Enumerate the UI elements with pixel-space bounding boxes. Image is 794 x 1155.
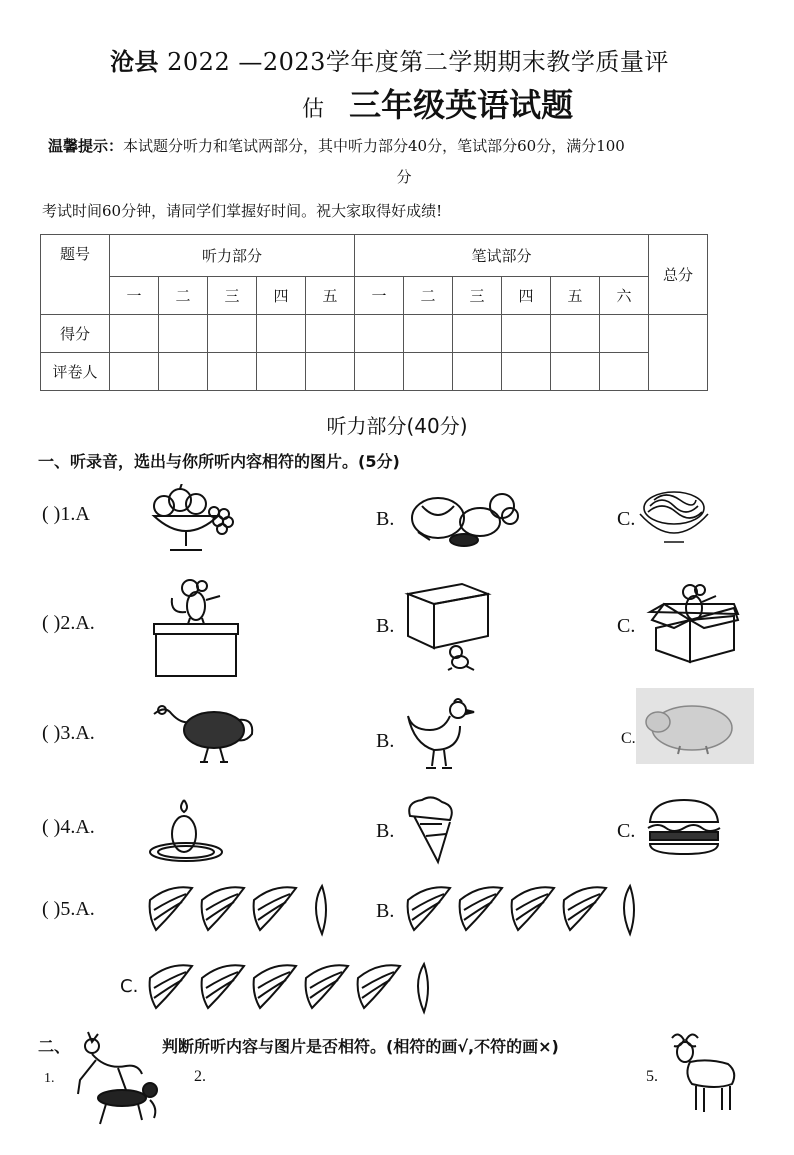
listening-item: 一: [110, 277, 159, 315]
grader-cell[interactable]: [110, 353, 159, 391]
noodles-bowl-picture: [636, 486, 712, 548]
row-grader-label: 评卷人: [41, 353, 110, 391]
grader-cell[interactable]: [355, 353, 404, 391]
q2-option-b-label: B.: [376, 615, 395, 637]
cat-and-dog-picture: [66, 1030, 166, 1126]
sheep-picture: [668, 1032, 742, 1116]
hen-picture: [404, 696, 476, 772]
bananas-picture-b: [404, 880, 648, 940]
part2-item-1-label: 1.: [44, 1071, 55, 1086]
q4-option-b-label: B.: [376, 820, 395, 842]
listening-section-title: 听力部分(40分): [326, 414, 468, 438]
bananas-picture-c: [146, 958, 442, 1018]
listening-item: 五: [306, 277, 355, 315]
part2-heading-prefix: 二、: [38, 1037, 71, 1056]
fruit-bowl-picture: [146, 484, 238, 556]
question-1-label: ( )1.A: [42, 503, 90, 525]
title-rest: 2022 —2023学年度第二学期期末教学质量评: [167, 48, 669, 76]
grader-cell[interactable]: [551, 353, 600, 391]
writing-item: 二: [404, 277, 453, 315]
score-cell[interactable]: [159, 315, 208, 353]
grader-cell[interactable]: [453, 353, 502, 391]
writing-item: 一: [355, 277, 404, 315]
question-5-label: ( )5.A.: [42, 898, 95, 920]
score-cell[interactable]: [257, 315, 306, 353]
grader-cell[interactable]: [306, 353, 355, 391]
mouse-on-box-picture: [150, 574, 244, 678]
egg-on-plate-picture: [146, 796, 226, 864]
q3-option-b-label: B.: [376, 730, 395, 752]
tip-text: 本试题分听力和笔试两部分，其中听力部分40分，笔试部分60分，满分100: [123, 137, 625, 155]
score-cell[interactable]: [453, 315, 502, 353]
bananas-picture-a: [146, 880, 336, 940]
grader-cell[interactable]: [502, 353, 551, 391]
score-cell[interactable]: [110, 315, 159, 353]
q1-option-c-label: C.: [617, 508, 636, 530]
question-2-label: ( )2.A.: [42, 612, 95, 634]
question-4-label: ( )4.A.: [42, 816, 95, 838]
score-cell[interactable]: [306, 315, 355, 353]
q1-option-b-label: B.: [376, 508, 395, 530]
part2-item-2-label: 2.: [194, 1068, 206, 1085]
tip-continuation: 分: [396, 168, 412, 186]
listening-header: 听力部分: [110, 235, 355, 277]
col-header: 题号: [41, 235, 110, 315]
exam-title-line1: [110, 42, 669, 77]
q2-option-c-label: C.: [617, 615, 636, 637]
mouse-under-box-picture: [404, 580, 494, 672]
writing-item: 四: [502, 277, 551, 315]
score-cell[interactable]: [355, 315, 404, 353]
score-cell[interactable]: [600, 315, 649, 353]
part2-heading: 判断所听内容与图片是否相符。(相符的画√,不符的画×): [162, 1037, 559, 1056]
score-cell[interactable]: [208, 315, 257, 353]
hamburger-picture: [644, 798, 724, 858]
q5-option-b-label: B.: [376, 900, 395, 922]
writing-header: 笔试部分: [355, 235, 649, 277]
score-cell[interactable]: [551, 315, 600, 353]
vegetables-picture: [402, 484, 522, 550]
time-note: 考试时间60分钟，请同学们掌握好时间。祝大家取得好成绩!: [42, 202, 443, 220]
ice-cream-picture: [402, 794, 460, 866]
q3-option-c-label: C.: [621, 730, 636, 747]
score-table: [40, 234, 708, 391]
listening-item: 二: [159, 277, 208, 315]
score-cell[interactable]: [404, 315, 453, 353]
writing-item: 三: [453, 277, 502, 315]
exam-subject-title: 三年级英语试题: [349, 86, 574, 124]
score-cell[interactable]: [502, 315, 551, 353]
question-3-label: ( )3.A.: [42, 722, 95, 744]
grader-cell[interactable]: [159, 353, 208, 391]
grader-cell[interactable]: [600, 353, 649, 391]
part2-item-5-label: 5.: [646, 1068, 658, 1085]
total-header: 总分: [649, 235, 708, 315]
listening-item: 四: [257, 277, 306, 315]
q5-option-c-label: C.: [120, 976, 139, 997]
turkey-picture: [150, 700, 258, 768]
pig-photo-picture: [636, 688, 754, 764]
mouse-in-box-picture: [644, 580, 742, 664]
part1-heading: 一、听录音，选出与你所听内容相符的图片。(5分): [38, 452, 400, 471]
tip-label: 温馨提示：: [48, 137, 124, 155]
exam-title-line2: [302, 80, 573, 126]
listening-item: 三: [208, 277, 257, 315]
writing-item: 六: [600, 277, 649, 315]
total-cell[interactable]: [649, 315, 708, 391]
exam-tip: [48, 131, 760, 193]
grader-cell[interactable]: [208, 353, 257, 391]
county-name: 沧县: [110, 48, 159, 76]
grader-cell[interactable]: [404, 353, 453, 391]
q4-option-c-label: C.: [617, 820, 636, 842]
title-tail: 估: [302, 97, 325, 122]
writing-item: 五: [551, 277, 600, 315]
row-score-label: 得分: [41, 315, 110, 353]
grader-cell[interactable]: [257, 353, 306, 391]
